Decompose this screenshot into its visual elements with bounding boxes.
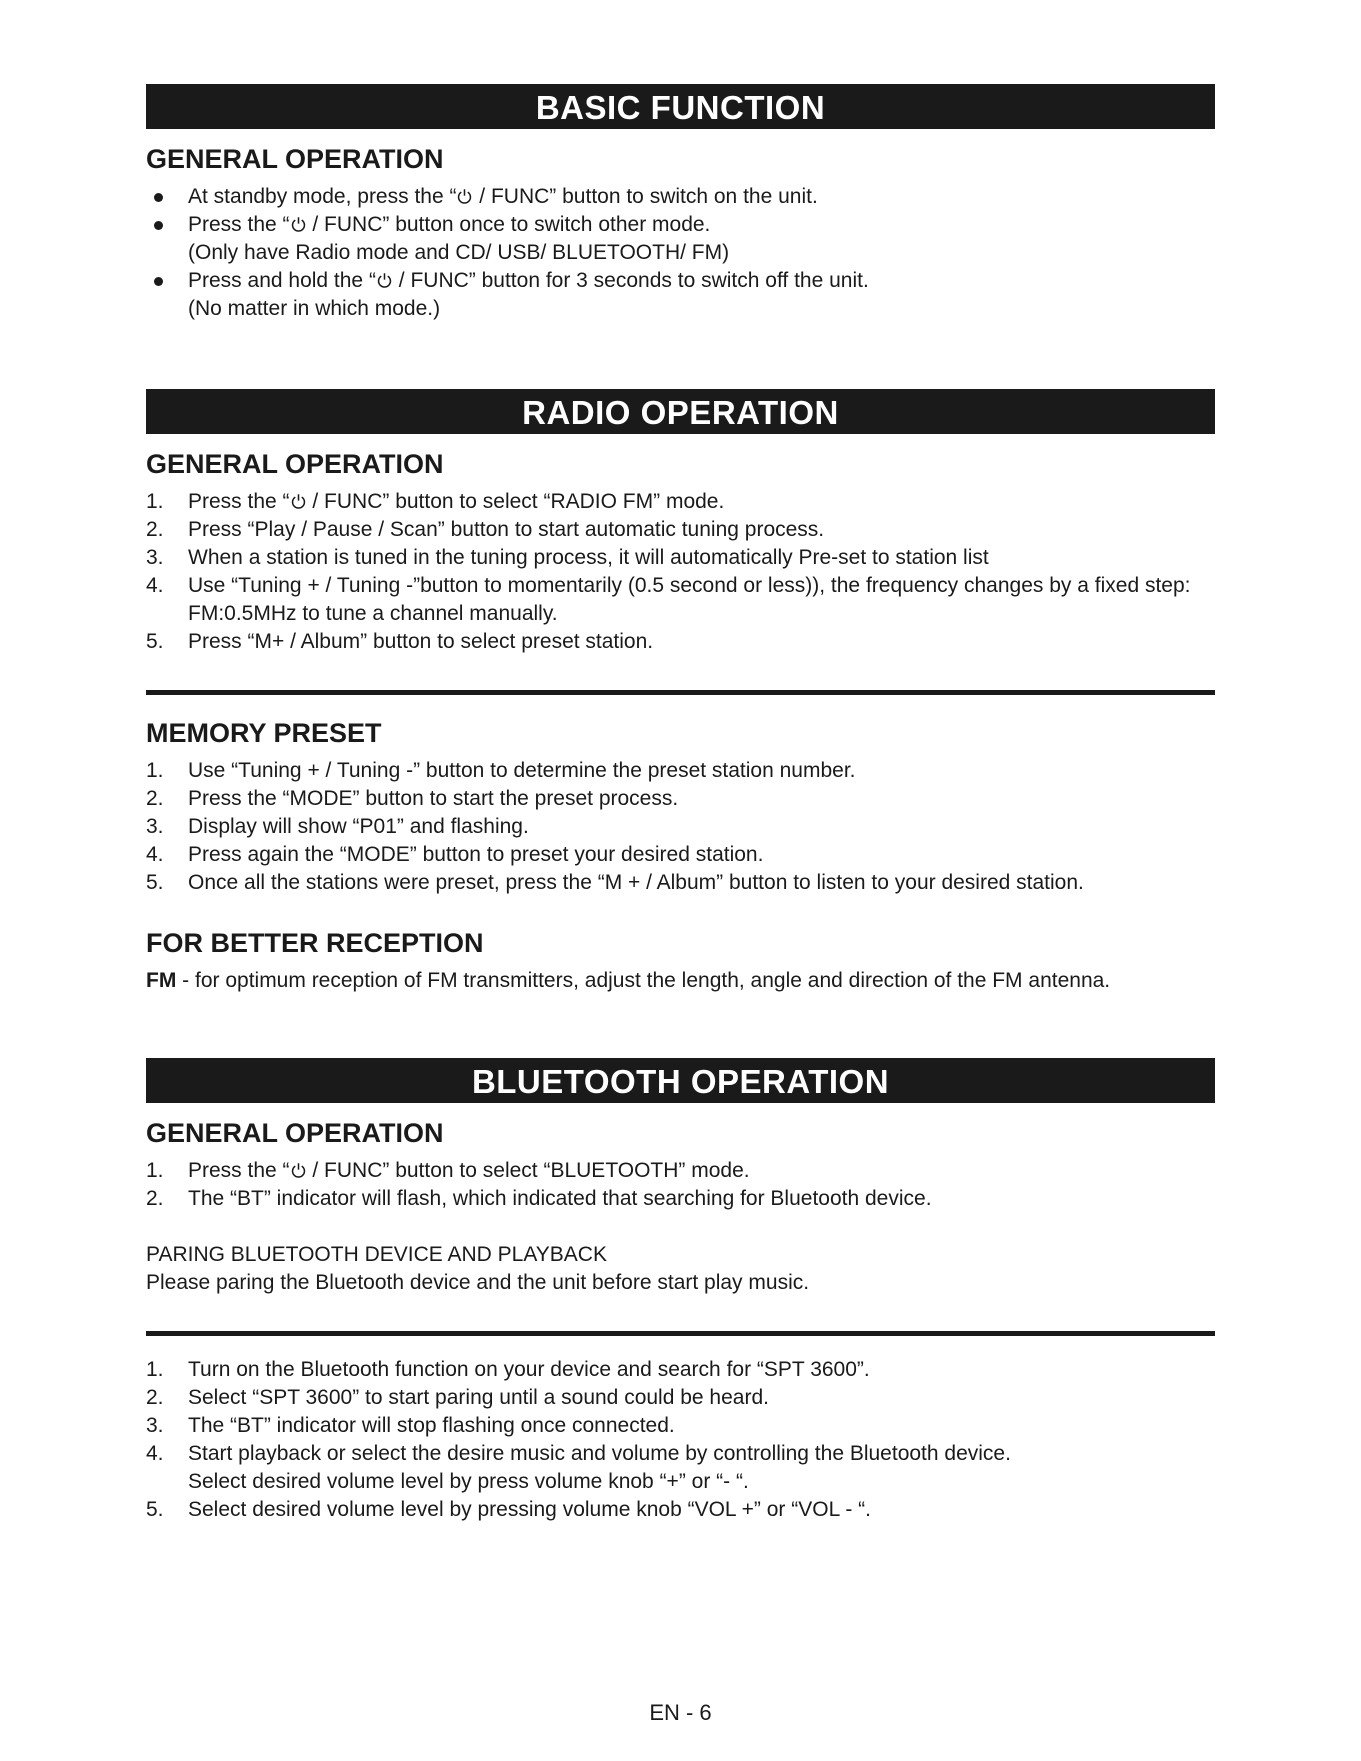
- bluetooth-operation-banner: BLUETOOTH OPERATION: [146, 1058, 1215, 1103]
- basic-bullet-list: [146, 183, 1215, 323]
- radio-steps-list: [146, 488, 1215, 656]
- fm-label: FM: [146, 969, 177, 992]
- list-item: 3. The “BT” indicator will stop flashing once connected.: [146, 1412, 1215, 1440]
- list-item: 2. Press the “MODE” button to start the preset process.: [146, 785, 1215, 813]
- step-number: 4.: [146, 574, 164, 597]
- list-item: Press and hold the “ / FUNC” button for 3 seconds to switch off the unit.: [146, 267, 1215, 295]
- list-item-note: Select desired volume level by press volume knob “+” or “- “.: [188, 1470, 749, 1493]
- radio-general-operation-heading: GENERAL OPERATION: [146, 449, 444, 479]
- section-divider: [146, 1331, 1215, 1336]
- list-item-note: (No matter in which mode.): [188, 297, 441, 320]
- list-item: 1. Turn on the Bluetooth function on your device and search for “SPT 3600”.: [146, 1356, 1215, 1384]
- memory-preset-heading: MEMORY PRESET: [146, 718, 382, 748]
- list-item: 4. Start playback or select the desire music and volume by controlling the Bluetooth device.: [146, 1440, 1215, 1468]
- basic-function-banner: BASIC FUNCTION: [146, 84, 1215, 129]
- bluetooth-steps-list: [146, 1157, 1215, 1213]
- list-item: 2. Select “SPT 3600” to start paring until a sound could be heard.: [146, 1384, 1215, 1412]
- radio-operation-banner: RADIO OPERATION: [146, 389, 1215, 434]
- step-number: 5.: [146, 871, 164, 894]
- list-item: 3. When a station is tuned in the tuning process, it will automatically Pre-set to station list: [146, 544, 1215, 572]
- list-item: Press the “ / FUNC” button once to switch other mode.: [146, 211, 1215, 239]
- list-item: 2. The “BT” indicator will flash, which indicated that searching for Bluetooth device.: [146, 1185, 1215, 1213]
- pairing-title: PARING BLUETOOTH DEVICE AND PLAYBACK: [146, 1243, 607, 1266]
- page-number: EN - 6: [649, 1700, 712, 1725]
- list-item: 1. Use “Tuning + / Tuning -” button to determine the preset station number.: [146, 757, 1215, 785]
- step-number: 2.: [146, 1386, 164, 1409]
- step-number: 4.: [146, 1442, 164, 1465]
- list-item: 4. Use “Tuning + / Tuning -”button to momentarily (0.5 second or less)), the frequency changes by a fixed step: FM:0.5MHz to tune a channel manually.: [146, 574, 1191, 625]
- step-number: 1.: [146, 1358, 164, 1381]
- step-number: 4.: [146, 843, 164, 866]
- step-number: 3.: [146, 815, 164, 838]
- list-item: 5. Once all the stations were preset, press the “M + / Album” button to listen to your desired station.: [146, 869, 1215, 897]
- pairing-intro: Please paring the Bluetooth device and the unit before start play music.: [146, 1271, 810, 1294]
- list-item: At standby mode, press the “ / FUNC” button to switch on the unit.: [146, 183, 1215, 211]
- power-icon: [376, 272, 393, 289]
- list-item-note: (Only have Radio mode and CD/ USB/ BLUETOOTH/ FM): [188, 241, 730, 264]
- step-number: 2.: [146, 787, 164, 810]
- step-number: 2.: [146, 1187, 164, 1210]
- bullet-icon: [154, 221, 163, 230]
- step-number: 5.: [146, 630, 164, 653]
- better-reception-heading: FOR BETTER RECEPTION: [146, 928, 484, 958]
- list-item: 4. Press again the “MODE” button to preset your desired station.: [146, 841, 1215, 869]
- pairing-steps-list: [146, 1356, 1215, 1524]
- manual-page: [146, 84, 1215, 1524]
- list-item: 5. Select desired volume level by pressing volume knob “VOL +” or “VOL - “.: [146, 1496, 1215, 1524]
- step-number: 3.: [146, 546, 164, 569]
- bullet-icon: [154, 277, 163, 286]
- list-item: 5. Press “M+ / Album” button to select preset station.: [146, 628, 1215, 656]
- reception-paragraph: FM - for optimum reception of FM transmitters, adjust the length, angle and direction of the FM antenna.: [146, 969, 1111, 992]
- step-number: 1.: [146, 1159, 164, 1182]
- bluetooth-general-operation-heading: GENERAL OPERATION: [146, 1118, 444, 1148]
- power-icon: [456, 188, 473, 205]
- section-divider: [146, 690, 1215, 695]
- step-number: 5.: [146, 1498, 164, 1521]
- list-item: 2. Press “Play / Pause / Scan” button to start automatic tuning process.: [146, 516, 1215, 544]
- memory-steps-list: [146, 757, 1215, 897]
- step-number: 3.: [146, 1414, 164, 1437]
- step-number: 1.: [146, 490, 164, 513]
- power-icon: [290, 1162, 307, 1179]
- power-icon: [290, 493, 307, 510]
- list-item: 1. Press the “ / FUNC” button to select “RADIO FM” mode.: [146, 488, 1215, 516]
- power-icon: [290, 216, 307, 233]
- list-item: 1. Press the “ / FUNC” button to select “BLUETOOTH” mode.: [146, 1157, 1215, 1185]
- step-number: 1.: [146, 759, 164, 782]
- basic-general-operation-heading: GENERAL OPERATION: [146, 144, 444, 174]
- bullet-icon: [154, 193, 163, 202]
- step-number: 2.: [146, 518, 164, 541]
- list-item: 3. Display will show “P01” and flashing.: [146, 813, 1215, 841]
